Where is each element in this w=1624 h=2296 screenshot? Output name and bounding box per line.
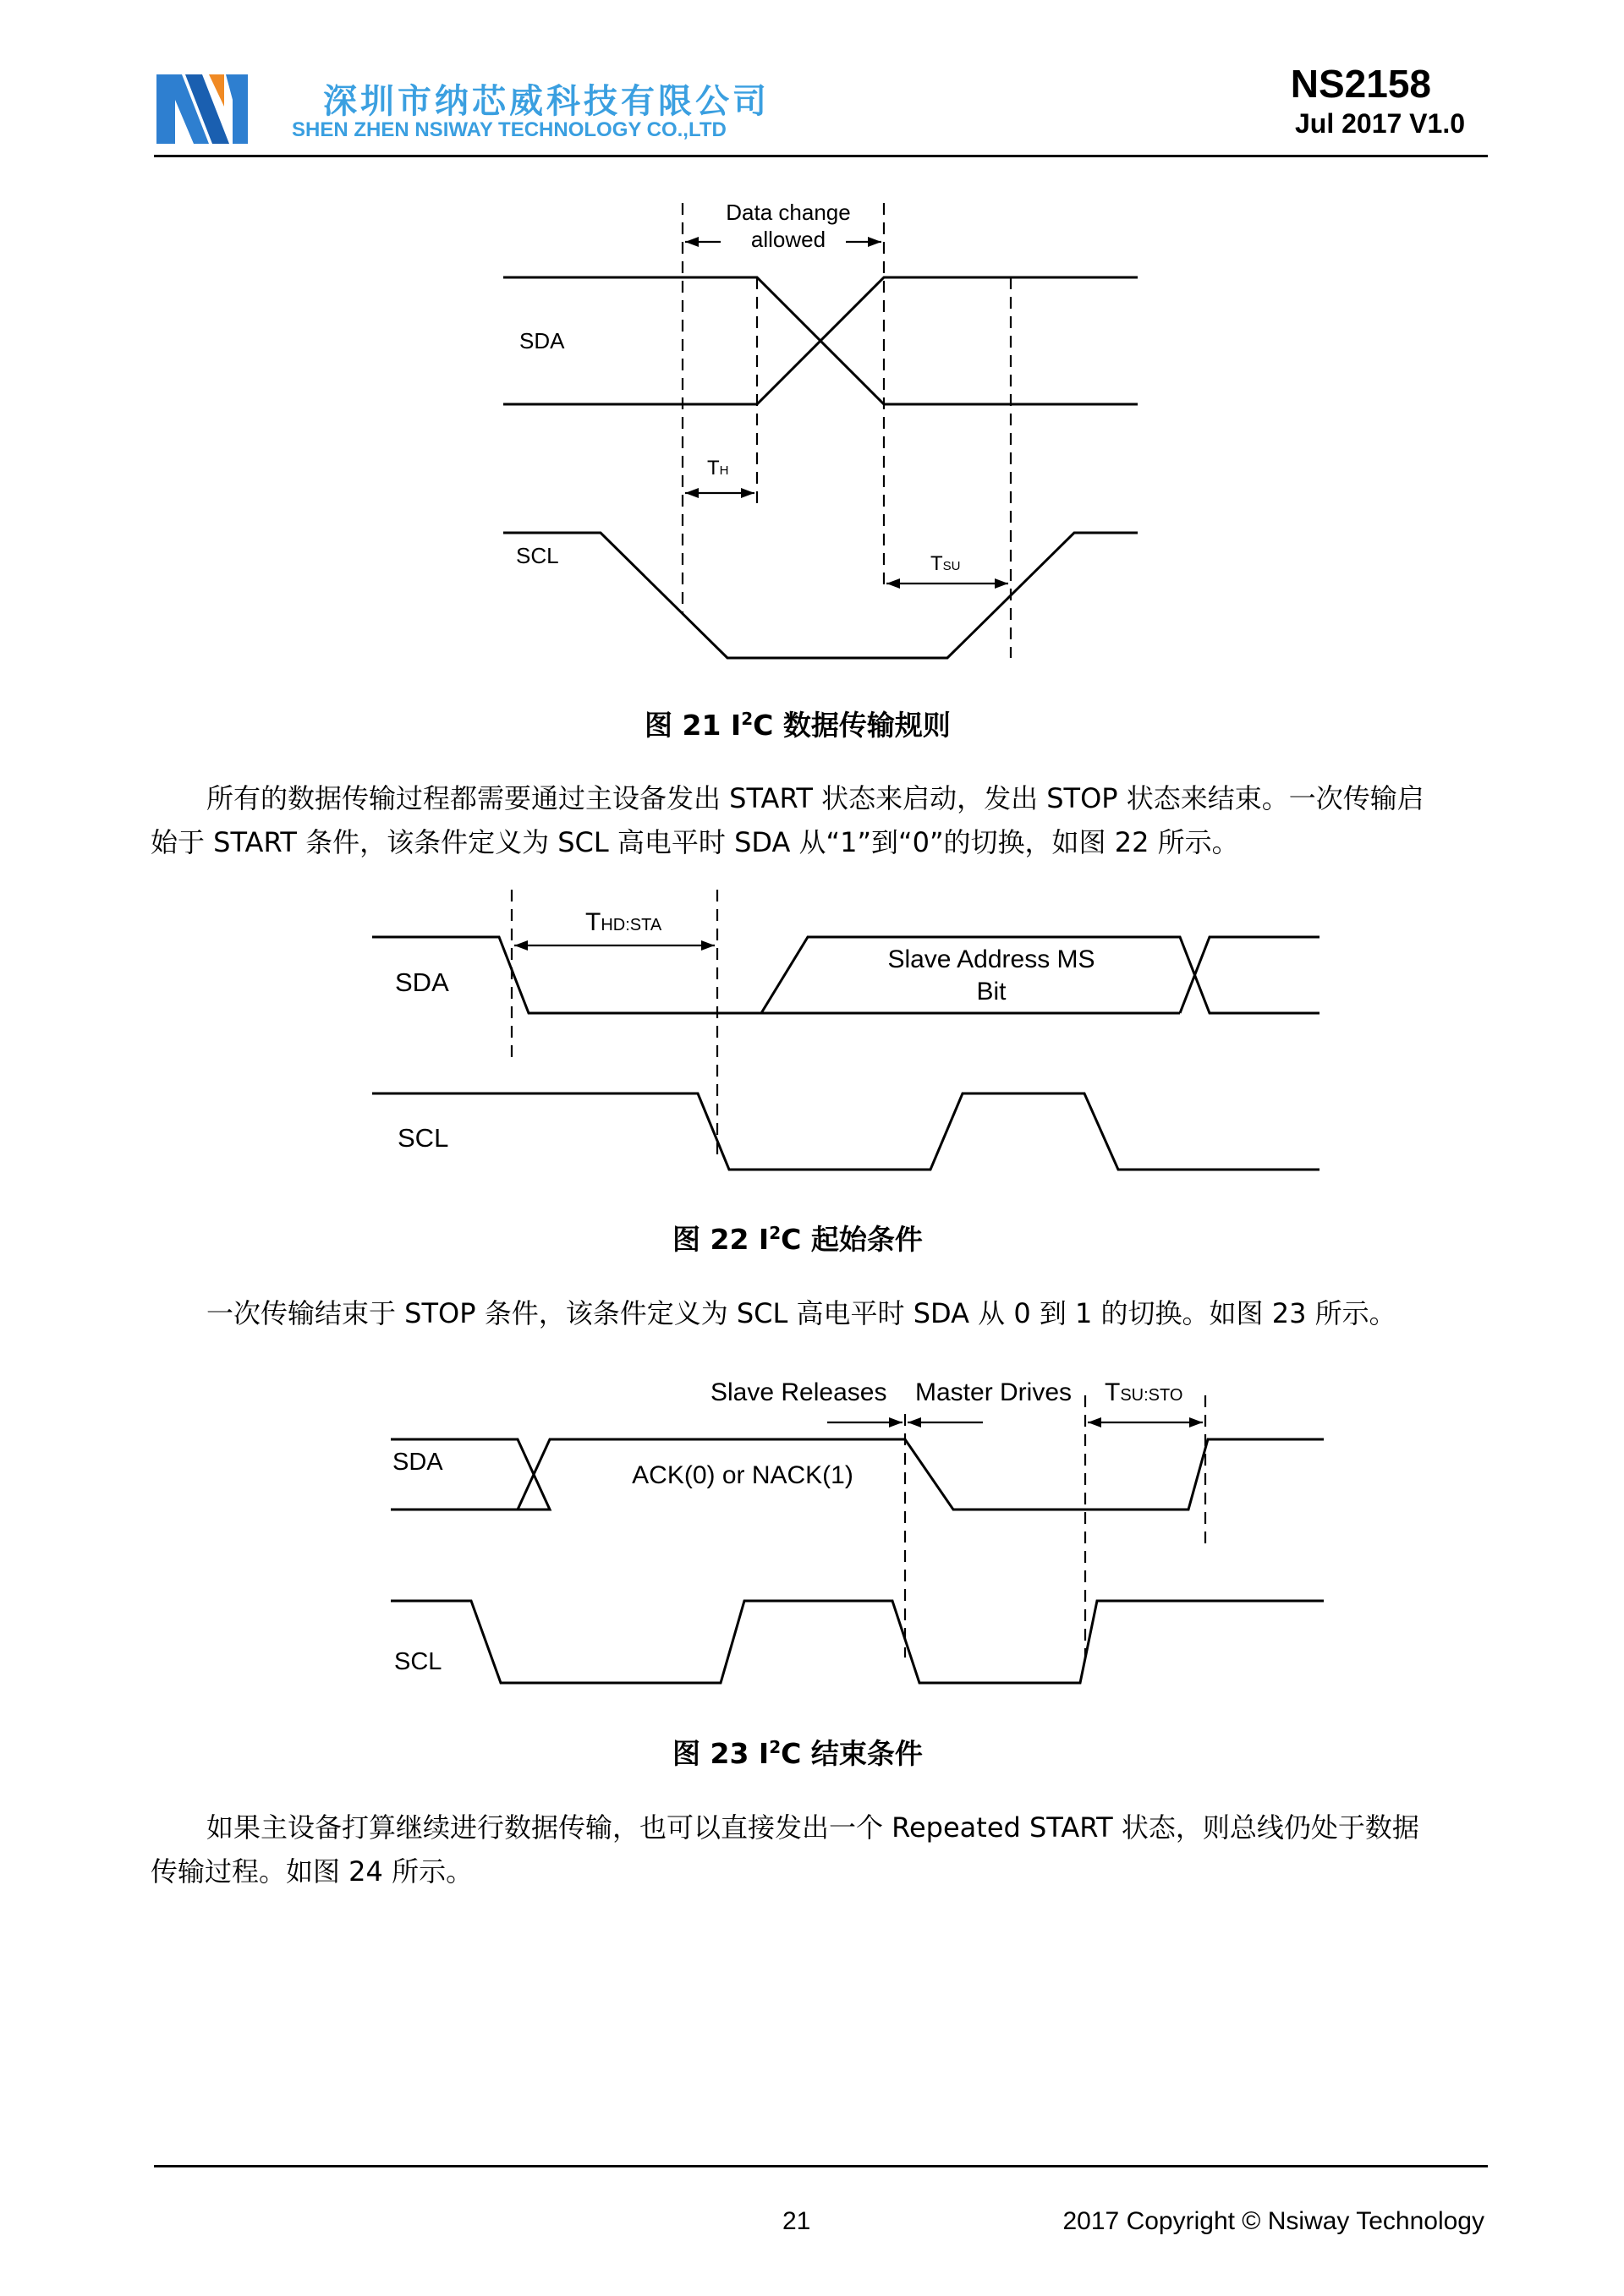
thdsta-label: THD:STA bbox=[585, 908, 662, 936]
th-label: TH bbox=[707, 457, 729, 479]
figure-21-caption: 图 21 $I^2C$ 数据传输规则 bbox=[645, 709, 951, 742]
company-name-cn: 深圳市纳芯威科技有限公司 bbox=[323, 82, 770, 121]
paragraph-repeated-start: 如果主设备打算继续进行数据传输，也可以直接发出一个 Repeated START 状态，则总线仍处于数据 传输过程。如图 24 所示。 bbox=[151, 1811, 1419, 1888]
tsusto-label: TSU:STO bbox=[1105, 1378, 1183, 1406]
figure-22-caption: 图 22 $I^2C$ 起始条件 bbox=[672, 1223, 923, 1256]
scl-label: SCL bbox=[398, 1123, 449, 1153]
slave-releases-label: Slave Releases bbox=[710, 1378, 887, 1406]
scl-label: SCL bbox=[394, 1648, 442, 1675]
paragraph-stop-condition: 一次传输结束于 STOP 条件，该条件定义为 SCL 高电平时 SDA 从 0 到 1 的切换。如图 23 所示。 bbox=[206, 1297, 1396, 1329]
scl-label: SCL bbox=[516, 543, 559, 568]
data-change-label-1: Data change bbox=[726, 200, 851, 225]
slave-address-label-2: Bit bbox=[976, 978, 1007, 1006]
document-date: Jul 2017 V1.0 bbox=[1294, 108, 1465, 139]
footer-rule bbox=[154, 2165, 1488, 2167]
page-number: 21 bbox=[782, 2207, 811, 2235]
company-name-en: SHEN ZHEN NSIWAY TECHNOLOGY CO.,LTD bbox=[292, 118, 727, 141]
document-title: NS2158 bbox=[1290, 62, 1431, 106]
sda-label: SDA bbox=[392, 1449, 443, 1476]
tsu-label: TSU bbox=[930, 552, 961, 575]
master-drives-label: Master Drives bbox=[915, 1378, 1073, 1406]
sda-label: SDA bbox=[395, 967, 449, 997]
sda-label: SDA bbox=[519, 328, 565, 353]
slave-address-label-1: Slave Address MS bbox=[887, 945, 1095, 973]
ack-nack-label: ACK(0) or NACK(1) bbox=[632, 1461, 853, 1489]
paragraph-start-condition: 所有的数据传输过程都需要通过主设备发出 START 状态来启动，发出 STOP 状态来结束。一次传输启 始于 START 条件，该条件定义为 SCL 高电平时 SDA 从“1”到“0”的切换，如图 22 所示。 bbox=[151, 782, 1424, 858]
data-change-label-2: allowed bbox=[750, 227, 826, 252]
copyright-notice: 2017 Copyright © Nsiway Technology bbox=[1062, 2207, 1484, 2235]
figure-23-caption: 图 23 $I^2C$ 结束条件 bbox=[672, 1737, 923, 1770]
